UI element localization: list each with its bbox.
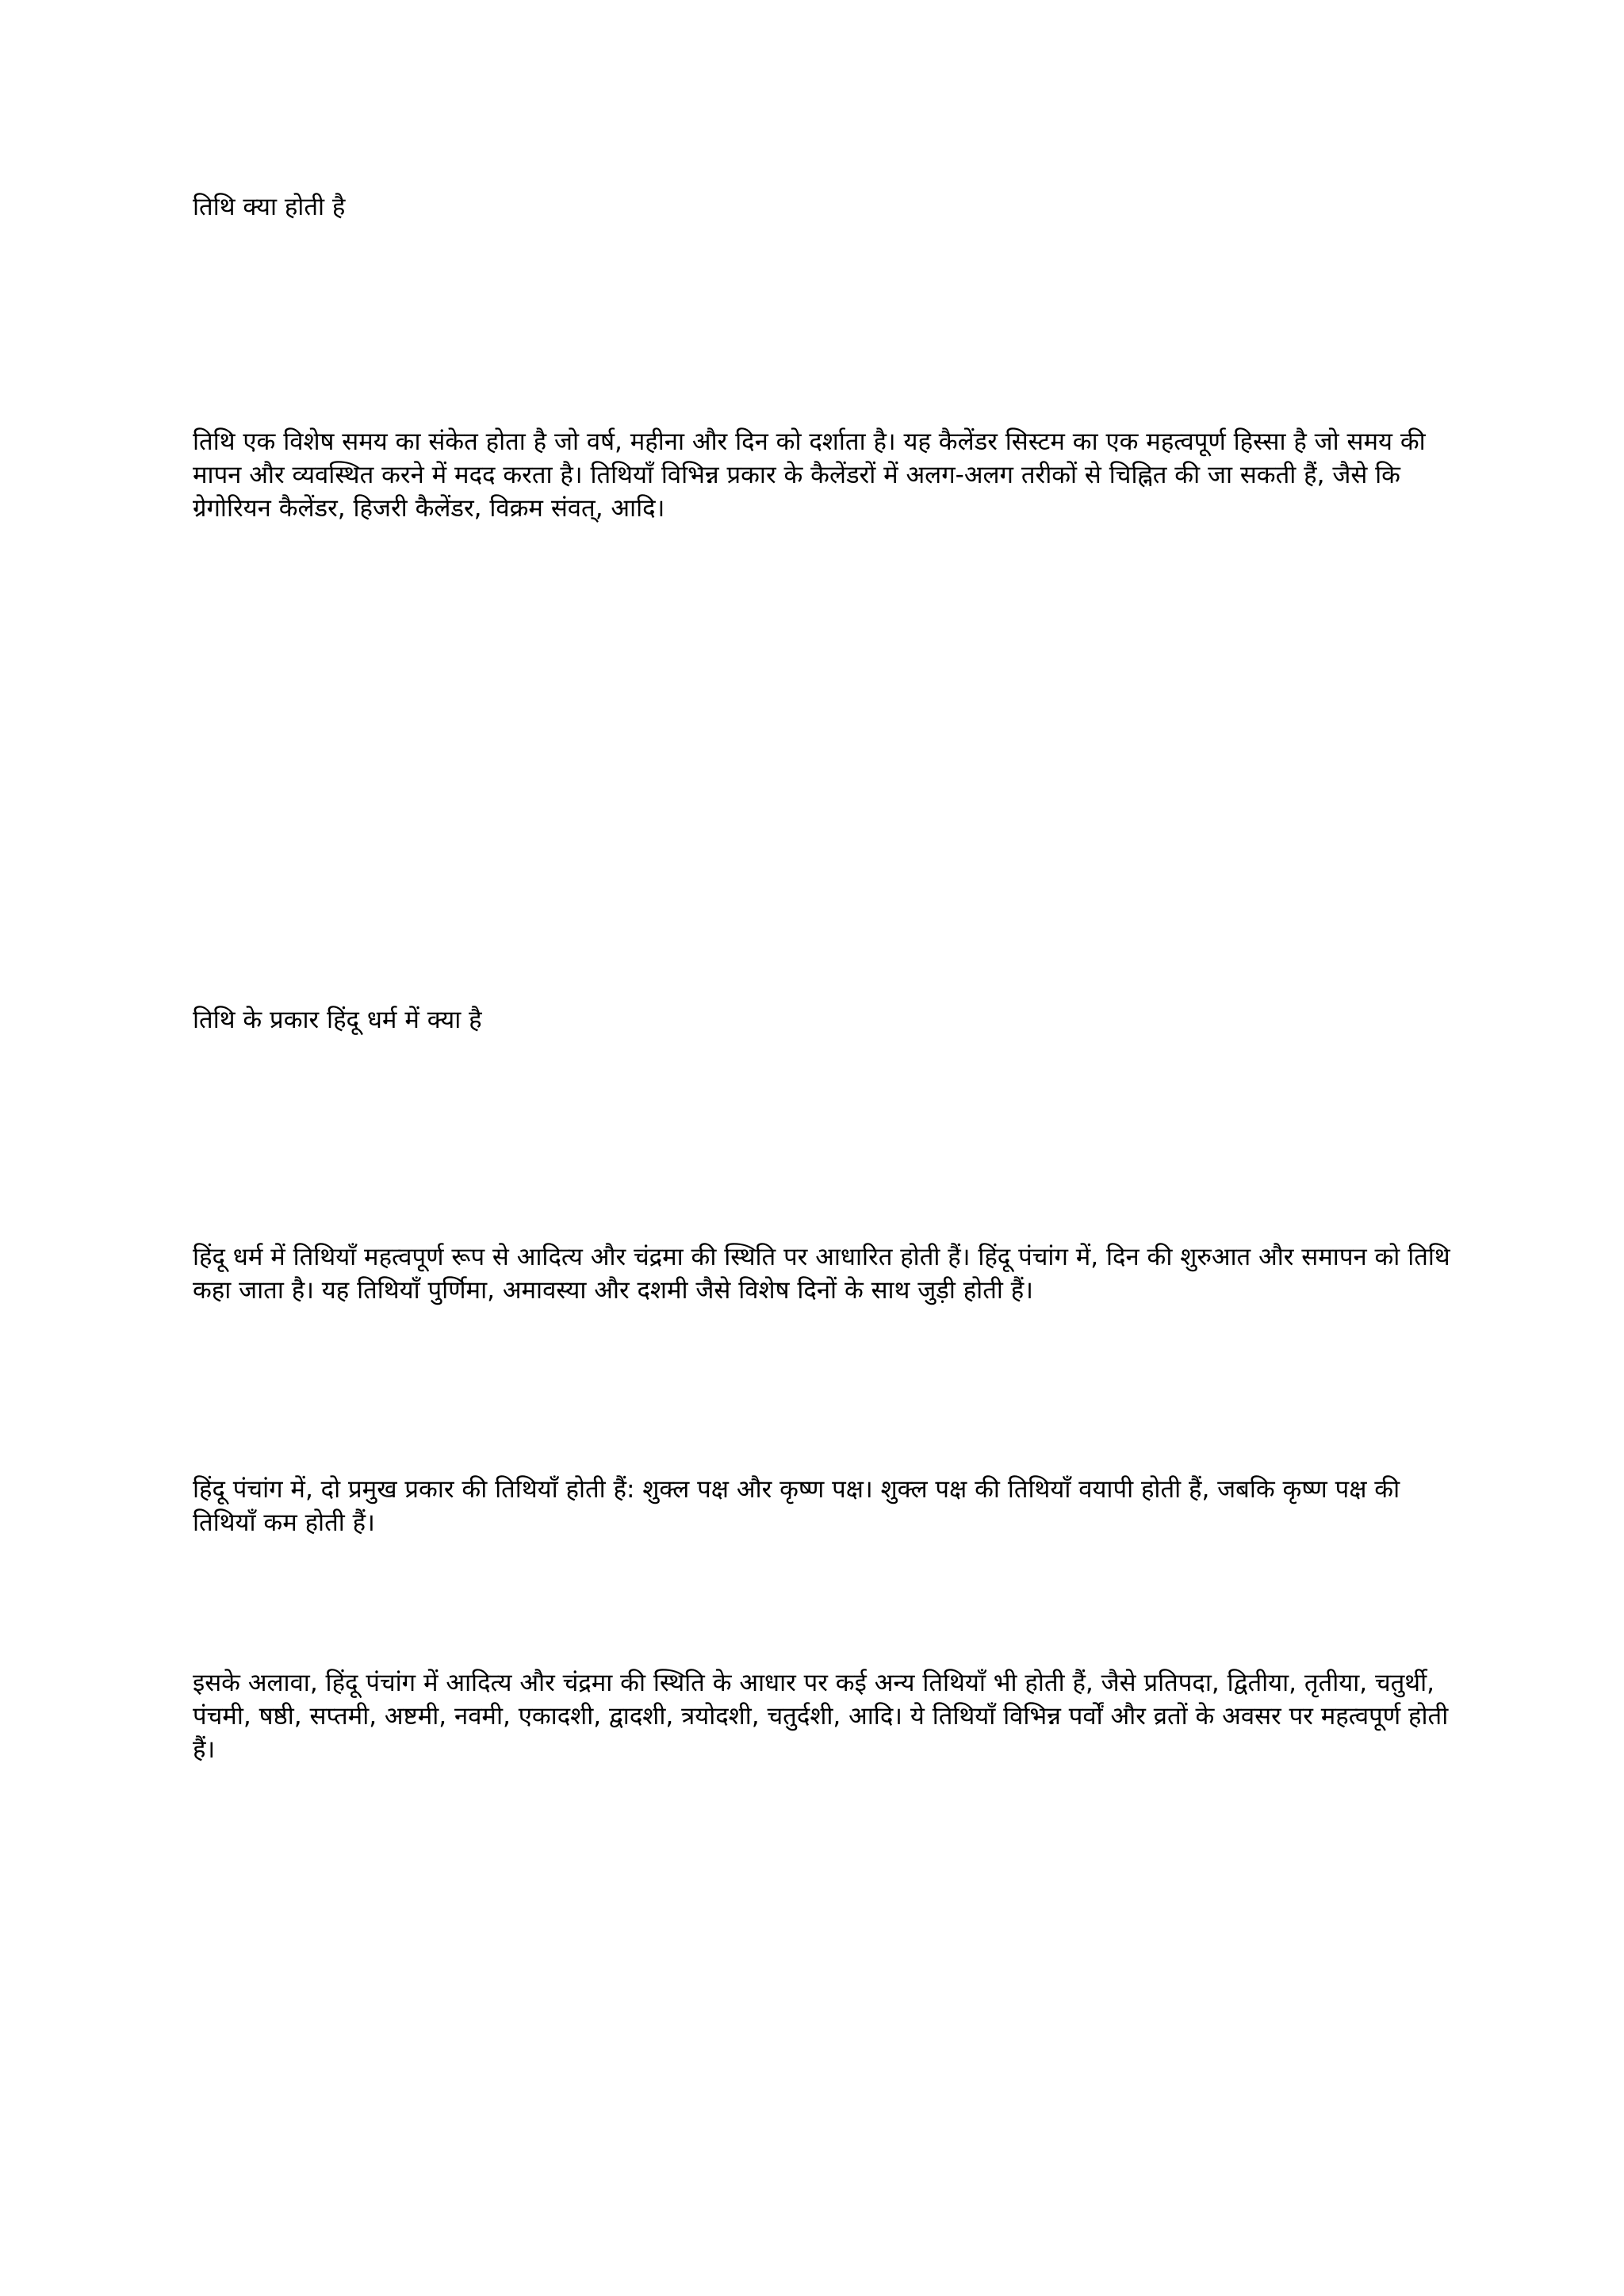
paragraph-hindu-tithis: हिंदू धर्म में तिथियाँ महत्वपूर्ण रूप से आदित्य और चंद्रमा की स्थिति पर आधारित होती हैं। हिंदू पंचांग में, दिन की शुरुआत और समापन को तिथि कहा जाता है। यह तिथियाँ पुर्णिमा, अमावस्या और दशमी जैसे विशेष दिनों के साथ जुड़ी होती हैं। bbox=[193, 1243, 1450, 1305]
heading-what-is-tithi: तिथि क्या होती है bbox=[193, 193, 346, 221]
paragraph-other-tithis: इसके अलावा, हिंदू पंचांग में आदित्य और चंद्रमा की स्थिति के आधार पर कई अन्य तिथियाँ भी होती हैं, जैसे प्रतिपदा, द्वितीया, तृतीया, चतुर्थी, पंचमी, षष्ठी, सप्तमी, अष्टमी, नवमी, एकादशी, द्वादशी, त्रयोदशी, चतुर्दशी, आदि। ये तिथियाँ विभिन्न पर्वों और व्रतों के अवसर पर महत्वपूर्ण होती हैं। bbox=[193, 1669, 1449, 1764]
paragraph-tithi-definition: तिथि एक विशेष समय का संकेत होता है जो वर्ष, महीना और दिन को दर्शाता है। यह कैलेंडर सिस्टम का एक महत्वपूर्ण हिस्सा है जो समय की मापन और व्यवस्थित करने में मदद करता है। तिथियाँ विभिन्न प्रकार के कैलेंडरों में अलग-अलग तरीकों से चिह्नित की जा सकती हैं, जैसे कि ग्रेगोरियन कैलेंडर, हिजरी कैलेंडर, विक्रम संवत्, आदि। bbox=[193, 427, 1426, 523]
heading-tithi-types-hinduism: तिथि के प्रकार हिंदू धर्म में क्या है bbox=[193, 1006, 482, 1034]
paragraph-paksha: हिंदू पंचांग में, दो प्रमुख प्रकार की तिथियाँ होती हैं: शुक्ल पक्ष और कृष्ण पक्ष। शुक्ल पक्ष की तिथियाँ वयापी होती हैं, जबकि कृष्ण पक्ष की तिथियाँ कम होती हैं। bbox=[193, 1475, 1400, 1537]
